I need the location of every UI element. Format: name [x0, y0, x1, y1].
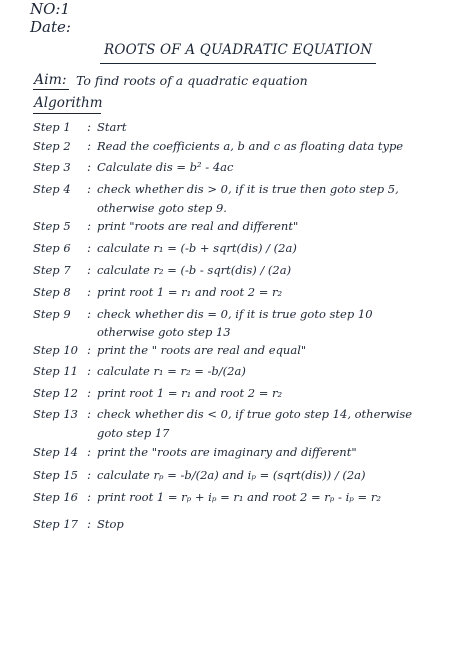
step-colon: : [87, 364, 92, 378]
step-text: check whether dis > 0, if it is true then goto step 5, [97, 182, 399, 196]
aim-label: Aim: [34, 72, 67, 88]
page-title: ROOTS OF A QUADRATIC EQUATION [104, 42, 373, 58]
step-text: calculate r₁ = r₂ = -b/(2a) [97, 364, 246, 378]
step-label: Step 17 [33, 517, 78, 531]
step-label: Step 3 [33, 160, 71, 174]
step-text: calculate r₁ = (-b + sqrt(dis) / (2a) [97, 241, 297, 255]
step-text-continued: goto step 17 [97, 426, 170, 440]
title-block [104, 44, 374, 58]
step-text: calculate rₚ = -b/(2a) and iₚ = (sqrt(dis)) / (2a) [97, 468, 366, 482]
date-label: Date: [30, 18, 71, 36]
step-text: Read the coefficients a, b and c as floating data type [97, 139, 404, 153]
step-colon: : [87, 407, 92, 421]
step-label: Step 2 [33, 139, 71, 153]
step-text: print "roots are real and different" [97, 219, 299, 233]
step-label: Step 16 [33, 490, 78, 504]
step-label: Step 15 [33, 468, 78, 482]
step-label: Step 6 [33, 241, 71, 255]
step-colon: : [87, 343, 92, 357]
step-colon: : [87, 490, 92, 504]
step-colon: : [87, 120, 92, 134]
aim-text: To find roots of a quadratic equation [76, 73, 308, 88]
aim-underline [33, 89, 69, 90]
step-colon: : [87, 285, 92, 299]
step-label: Step 12 [33, 386, 78, 400]
step-label: Step 9 [33, 307, 71, 321]
step-label: Step 1 [33, 120, 71, 134]
page-number: NO:1 [30, 0, 71, 18]
step-label: Step 4 [33, 182, 71, 196]
step-label: Step 11 [33, 364, 78, 378]
step-text: print root 1 = r₁ and root 2 = r₂ [97, 285, 283, 299]
step-colon: : [87, 468, 92, 482]
step-text: print the " roots are real and equal" [97, 343, 307, 357]
step-colon: : [87, 517, 92, 531]
algorithm-underline [33, 113, 101, 114]
step-label: Step 14 [33, 445, 78, 459]
title-underline [100, 63, 376, 64]
algorithm-heading: Algorithm [34, 95, 103, 111]
step-label: Step 7 [33, 263, 71, 277]
step-text: print root 1 = r₁ and root 2 = r₂ [97, 386, 283, 400]
step-text: Start [97, 120, 127, 134]
step-label: Step 13 [33, 407, 78, 421]
step-label: Step 8 [33, 285, 71, 299]
step-text-continued: otherwise goto step 9. [97, 201, 227, 215]
step-text: check whether dis = 0, if it is true goto step 10 [97, 307, 373, 321]
step-colon: : [87, 445, 92, 459]
step-colon: : [87, 160, 92, 174]
step-text: Calculate dis = b² - 4ac [97, 160, 234, 174]
step-text: print root 1 = rₚ + iₚ = r₁ and root 2 = rₚ - iₚ = r₂ [97, 490, 381, 504]
step-text: check whether dis < 0, if true goto step 14, otherwise [97, 407, 413, 421]
step-colon: : [87, 386, 92, 400]
step-text: print the "roots are imaginary and different" [97, 445, 357, 459]
step-text: calculate r₂ = (-b - sqrt(dis) / (2a) [97, 263, 292, 277]
step-colon: : [87, 182, 92, 196]
step-colon: : [87, 263, 92, 277]
step-colon: : [87, 307, 92, 321]
step-label: Step 10 [33, 343, 78, 357]
step-text-continued: otherwise goto step 13 [97, 325, 231, 339]
step-label: Step 5 [33, 219, 71, 233]
step-text: Stop [97, 517, 124, 531]
step-colon: : [87, 241, 92, 255]
step-colon: : [87, 219, 92, 233]
step-colon: : [87, 139, 92, 153]
